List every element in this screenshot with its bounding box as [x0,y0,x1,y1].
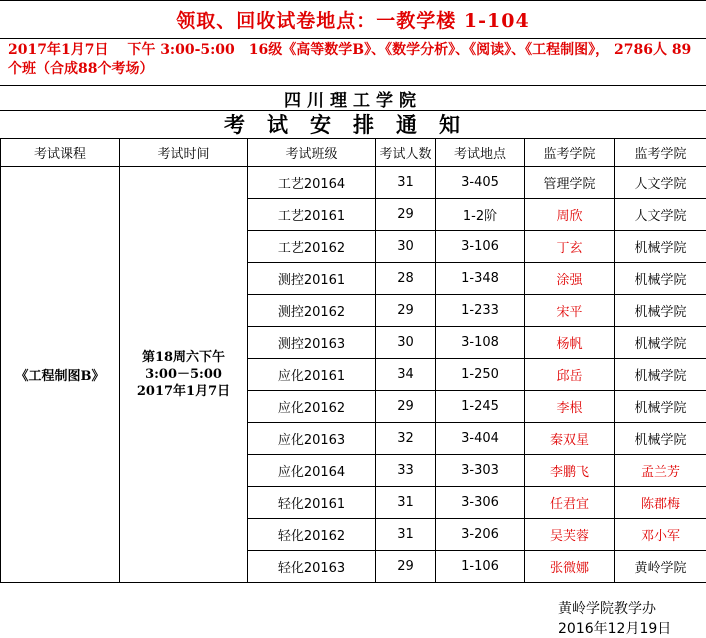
student-count-cell: 32 [376,423,436,455]
student-count-cell: 33 [376,455,436,487]
exam-room-cell: 1-2阶 [436,199,525,231]
class-cell: 测控20163 [248,327,376,359]
class-cell: 应化20163 [248,423,376,455]
invigilator-1-cell: 吴芙蓉 [525,519,615,551]
class-cell: 应化20161 [248,359,376,391]
invigilator-2-cell: 陈郡梅 [615,487,706,519]
invigilator-2-cell: 机械学院 [615,295,706,327]
issue-date: 2016年12月19日 [558,618,671,638]
invigilator-1-cell: 管理学院 [525,167,615,199]
exam-room-cell: 3-206 [436,519,525,551]
invigilator-1-cell: 丁玄 [525,231,615,263]
invigilator-1-cell: 李鹏飞 [525,455,615,487]
class-cell: 应化20162 [248,391,376,423]
invigilator-2-cell: 机械学院 [615,391,706,423]
notice-title: 考试安排通知 [0,110,706,138]
exam-room-cell: 3-405 [436,167,525,199]
exam-room-cell: 3-106 [436,231,525,263]
issuing-office: 黄岭学院教学办 [558,598,656,618]
exam-room-cell: 1-233 [436,295,525,327]
student-count-cell: 31 [376,519,436,551]
class-cell: 测控20162 [248,295,376,327]
invigilator-2-cell: 机械学院 [615,231,706,263]
student-count-cell: 29 [376,551,436,583]
invigilator-2-cell: 机械学院 [615,263,706,295]
student-count-cell: 29 [376,295,436,327]
invigilator-1-cell: 涂强 [525,263,615,295]
invigilator-2-cell: 人文学院 [615,199,706,231]
class-cell: 应化20164 [248,455,376,487]
invigilator-2-cell: 机械学院 [615,423,706,455]
table-header-row [1,139,706,167]
exam-room-cell: 3-306 [436,487,525,519]
exam-schedule-table [0,138,706,583]
class-cell: 轻化20162 [248,519,376,551]
exam-time-line: 第18周六下午 [120,349,247,366]
student-count-cell: 29 [376,391,436,423]
class-cell: 轻化20163 [248,551,376,583]
student-count-cell: 31 [376,487,436,519]
student-count-cell: 30 [376,231,436,263]
column-header: 考试地点 [436,139,525,167]
invigilator-1-cell: 周欣 [525,199,615,231]
invigilator-1-cell: 秦双星 [525,423,615,455]
student-count-cell: 31 [376,167,436,199]
invigilator-2-cell: 机械学院 [615,327,706,359]
exam-room-cell: 3-404 [436,423,525,455]
column-header: 监考学院 [525,139,615,167]
invigilator-1-cell: 杨帆 [525,327,615,359]
class-cell: 测控20161 [248,263,376,295]
column-header: 考试人数 [376,139,436,167]
table-row [1,167,706,199]
exam-room-cell: 1-106 [436,551,525,583]
invigilator-2-cell: 黄岭学院 [615,551,706,583]
invigilator-2-cell: 孟兰芳 [615,455,706,487]
student-count-cell: 29 [376,199,436,231]
exam-room-cell: 1-250 [436,359,525,391]
column-header: 考试时间 [120,139,248,167]
exam-time-line: 2017年1月7日 [120,383,247,400]
student-count-cell: 30 [376,327,436,359]
invigilator-1-cell: 李根 [525,391,615,423]
invigilator-1-cell: 张微娜 [525,551,615,583]
exam-room-cell: 1-245 [436,391,525,423]
invigilator-1-cell: 任君宜 [525,487,615,519]
invigilator-1-cell: 宋平 [525,295,615,327]
class-cell: 工艺20161 [248,199,376,231]
invigilator-2-cell: 邓小军 [615,519,706,551]
invigilator-2-cell: 机械学院 [615,359,706,391]
table-body [1,167,706,583]
student-count-cell: 28 [376,263,436,295]
student-count-cell: 34 [376,359,436,391]
exam-time-line: 3:00－5:00 [120,366,247,383]
exam-time [120,167,248,583]
class-cell: 轻化20161 [248,487,376,519]
exam-info-line: 2017年1月7日 下午 3:00-5:00 16级《高等数学B》、《数学分析》、《阅读》、《工程制图》， 2786人 89个班（合成88个考场） [0,38,706,83]
class-cell: 工艺20164 [248,167,376,199]
exam-room-cell: 3-108 [436,327,525,359]
exam-room-cell: 3-303 [436,455,525,487]
class-cell: 工艺20162 [248,231,376,263]
invigilator-2-cell: 人文学院 [615,167,706,199]
pickup-location-title: 领取、回收试卷地点：一教学楼 1-104 [0,0,706,38]
column-header: 考试课程 [1,139,120,167]
school-name: 四川理工学院 [0,86,706,110]
exam-room-cell: 1-348 [436,263,525,295]
course-name: 《工程制图B》 [1,167,120,583]
invigilator-1-cell: 邱岳 [525,359,615,391]
column-header: 监考学院 [615,139,706,167]
column-header: 考试班级 [248,139,376,167]
